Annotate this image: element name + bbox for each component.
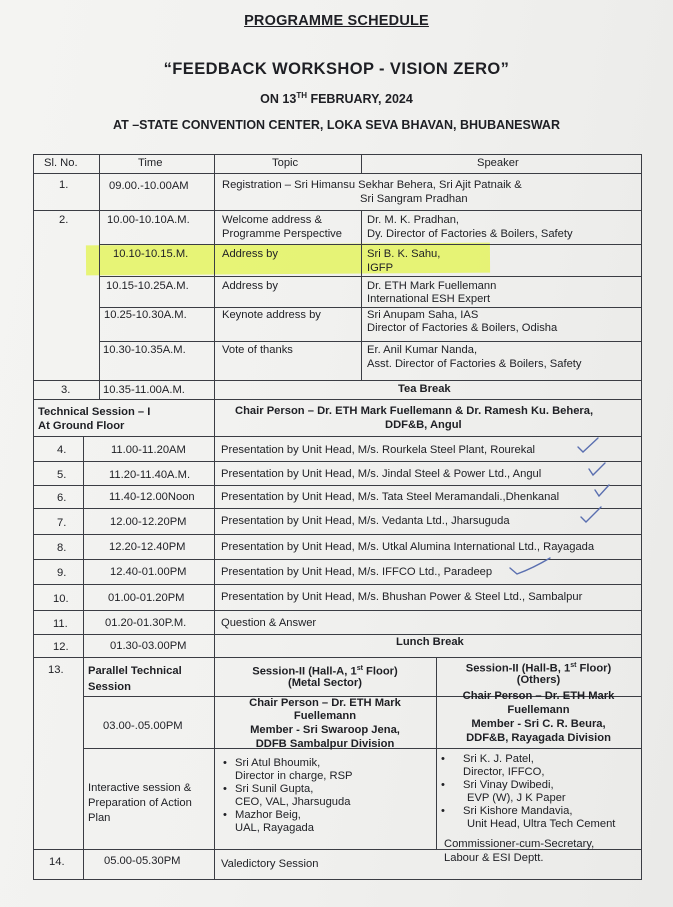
sl-number: 11. <box>53 618 68 630</box>
sl-number: 6. <box>57 492 67 504</box>
session-b-member-line2: DDF&B, Rayagada Division <box>466 732 611 744</box>
session-title-line2: Session <box>88 681 131 693</box>
time-cell: 12.00-12.20PM <box>110 516 187 528</box>
speaker-cell-line2: Asst. Director of Factories & Boilers, Safety <box>367 358 582 370</box>
time-cell: 03.00-.05.00PM <box>103 720 183 732</box>
speaker-cell-line2: Director of Factories & Boilers, Odisha <box>367 322 558 334</box>
time-cell: 11.00-11.20AM <box>111 444 186 456</box>
check-mark-icon <box>576 436 600 456</box>
col-header-speaker: Speaker <box>477 157 519 169</box>
topic-cell: Presentation by Unit Head, M/s. IFFCO Ltd., Paradeep <box>221 566 493 578</box>
time-cell: 10.30-10.35A.M. <box>103 344 186 356</box>
topic-cell: Presentation by Unit Head, M/s. Tata Steel Meramandali.,Dhenkanal <box>221 491 560 503</box>
check-mark-icon <box>579 505 603 525</box>
chair-person-line2: DDF&B, Angul <box>385 419 462 431</box>
session-b-member: Member - Sri C. R. Beura, <box>471 718 606 730</box>
time-cell: 01.30-03.00PM <box>110 640 187 652</box>
sl-number: 2. <box>59 214 69 226</box>
sl-number: 13. <box>48 664 64 676</box>
sl-number: 9. <box>57 567 67 579</box>
lunch-break-label: Lunch Break <box>396 636 464 648</box>
speaker-cell: Er. Anil Kumar Nanda, <box>367 344 478 356</box>
session-title: Technical Session – I <box>38 406 151 418</box>
topic-cell-line2: Sri Sangram Pradhan <box>360 193 468 205</box>
topic-cell: Presentation by Unit Head, M/s. Utkal Alumina International Ltd., Rayagada <box>221 541 595 553</box>
session-b-heading: Session-II (Hall-B, 1st Floor) <box>465 662 612 675</box>
sl-number: 4. <box>57 444 67 456</box>
time-cell: 10.35-11.00A.M. <box>103 384 185 396</box>
topic-cell: Address by <box>222 280 278 292</box>
venue-line: AT –STATE CONVENTION CENTER, LOKA SEVA BHAVAN, BHUBANESWAR <box>112 118 560 132</box>
topic-cell: Valedictory Session <box>221 858 319 870</box>
time-cell: 10.15-10.25A.M. <box>106 280 189 292</box>
chair-person: Chair Person – Dr. ETH Mark Fuellemann & Dr. Ramesh Ku. Behera, <box>235 405 594 417</box>
topic-cell: Address by <box>222 248 278 260</box>
check-mark-icon <box>593 483 611 499</box>
col-header-topic: Topic <box>272 157 299 169</box>
sl-number: 1. <box>59 179 69 191</box>
session-title-line2: At Ground Floor <box>38 420 125 432</box>
col-header-sl: Sl. No. <box>44 157 78 169</box>
col-header-time: Time <box>138 157 163 169</box>
speaker-cell-line2: IGFP <box>367 262 394 274</box>
speaker-cell: Dr. ETH Mark Fuellemann <box>367 280 497 292</box>
session-a-member: Member - Sri Swaroop Jena, <box>250 724 400 736</box>
list-item: • Mazhor Beig, UAL, Rayagada <box>222 809 353 835</box>
time-cell: 09.00.-10.00AM <box>109 180 189 192</box>
check-mark-icon <box>587 461 607 479</box>
session-b-chair: Chair Person – Dr. ETH Mark <box>462 690 615 702</box>
panel-a-list <box>222 757 353 835</box>
topic-cell: Question & Answer <box>221 617 317 629</box>
time-cell: 10.25-10.30A.M. <box>104 309 187 321</box>
time-cell: 10.10-10.15.M. <box>113 248 189 260</box>
sl-number: 12. <box>53 641 69 653</box>
sl-number: 10. <box>53 593 69 605</box>
topic-cell: Presentation by Unit Head, M/s. Bhushan Power & Steel Ltd., Sambalpur <box>221 591 583 603</box>
time-cell: 11.20-11.40A.M. <box>109 469 191 481</box>
time-cell: 10.00-10.10A.M. <box>107 214 190 226</box>
sl-number: 8. <box>57 542 67 554</box>
session-b-chair-line2: Fuellemann <box>507 704 570 716</box>
session-a-chair-line2: Fuellemann <box>293 710 357 722</box>
topic-cell: Welcome address & <box>222 214 322 226</box>
sl-number: 5. <box>57 469 67 481</box>
time-cell: 05.00-05.30PM <box>104 855 181 867</box>
session-a-heading: Session-II (Hall-A, 1st Floor) <box>252 665 398 678</box>
list-item: • Sri Atul Bhoumik, Director in charge, RSP <box>222 757 353 783</box>
tea-break-label: Tea Break <box>398 383 451 395</box>
list-item: • Sri Sunil Gupta, CEO, VAL, Jharsuguda <box>222 783 353 809</box>
time-cell: 12.40-01.00PM <box>110 566 187 578</box>
session-b-sector: (Others) <box>516 674 561 686</box>
speaker-cell: Sri Anupam Saha, IAS <box>367 309 479 321</box>
time-cell: 01.00-01.20PM <box>108 592 185 604</box>
topic-cell: Presentation by Unit Head, M/s. Jindal Steel & Power Ltd., Angul <box>221 468 542 480</box>
sl-number: 7. <box>57 517 67 529</box>
session-a-chair: Chair Person – Dr. ETH Mark <box>249 697 401 709</box>
interactive-session-label: Interactive session & <box>88 782 192 794</box>
time-cell: 12.20-12.40PM <box>109 541 186 553</box>
speaker-cell-line2: Dy. Director of Factories & Boilers, Safety <box>367 228 573 240</box>
speaker-cell: Sri B. K. Sahu, <box>367 248 441 260</box>
sl-number: 3. <box>61 384 71 396</box>
panel-b-list <box>440 753 615 831</box>
topic-cell: Keynote address by <box>222 309 321 321</box>
list-item: • Sri K. J. Patel, Director, IFFCO, <box>440 753 615 779</box>
speaker-cell-line2: Labour & ESI Deptt. <box>444 852 544 864</box>
topic-cell: Presentation by Unit Head, M/s. Vedanta Ltd., Jharsuguda <box>221 515 510 527</box>
time-cell: 11.40-12.00Noon <box>109 491 195 503</box>
session-a-sector: (Metal Sector) <box>288 677 362 689</box>
speaker-cell: Dr. M. K. Pradhan, <box>367 214 460 226</box>
topic-cell-line2: Programme Perspective <box>222 228 342 240</box>
list-item: • Sri Vinay Dwibedi, EVP (W), J K Paper <box>440 779 615 805</box>
interactive-session-label-line3: Plan <box>88 812 111 824</box>
check-mark-icon <box>508 556 552 578</box>
topic-cell: Presentation by Unit Head, M/s. Rourkela Steel Plant, Rourekal <box>221 444 536 456</box>
workshop-title: “FEEDBACK WORKSHOP - VISION ZERO” <box>163 60 510 78</box>
programme-heading: PROGRAMME SCHEDULE <box>244 13 429 29</box>
speaker-cell-line2: International ESH Expert <box>367 293 491 305</box>
topic-cell: Vote of thanks <box>222 344 293 356</box>
interactive-session-label-line2: Preparation of Action <box>88 797 192 809</box>
sl-number: 14. <box>49 856 65 868</box>
speaker-cell: Commissioner-cum-Secretary, <box>444 838 595 850</box>
time-cell: 01.20-01.30P.M. <box>105 617 187 629</box>
list-item: • Sri Kishore Mandavia, Unit Head, Ultra Tech Cement <box>440 805 615 831</box>
session-a-member-line2: DDFB Sambalpur Division <box>255 738 395 750</box>
session-title: Parallel Technical <box>88 665 182 677</box>
topic-cell: Registration – Sri Himansu Sekhar Behera, Sri Ajit Patnaik & <box>222 179 522 191</box>
date-line: ON 13TH FEBRUARY, 2024 <box>260 91 413 107</box>
